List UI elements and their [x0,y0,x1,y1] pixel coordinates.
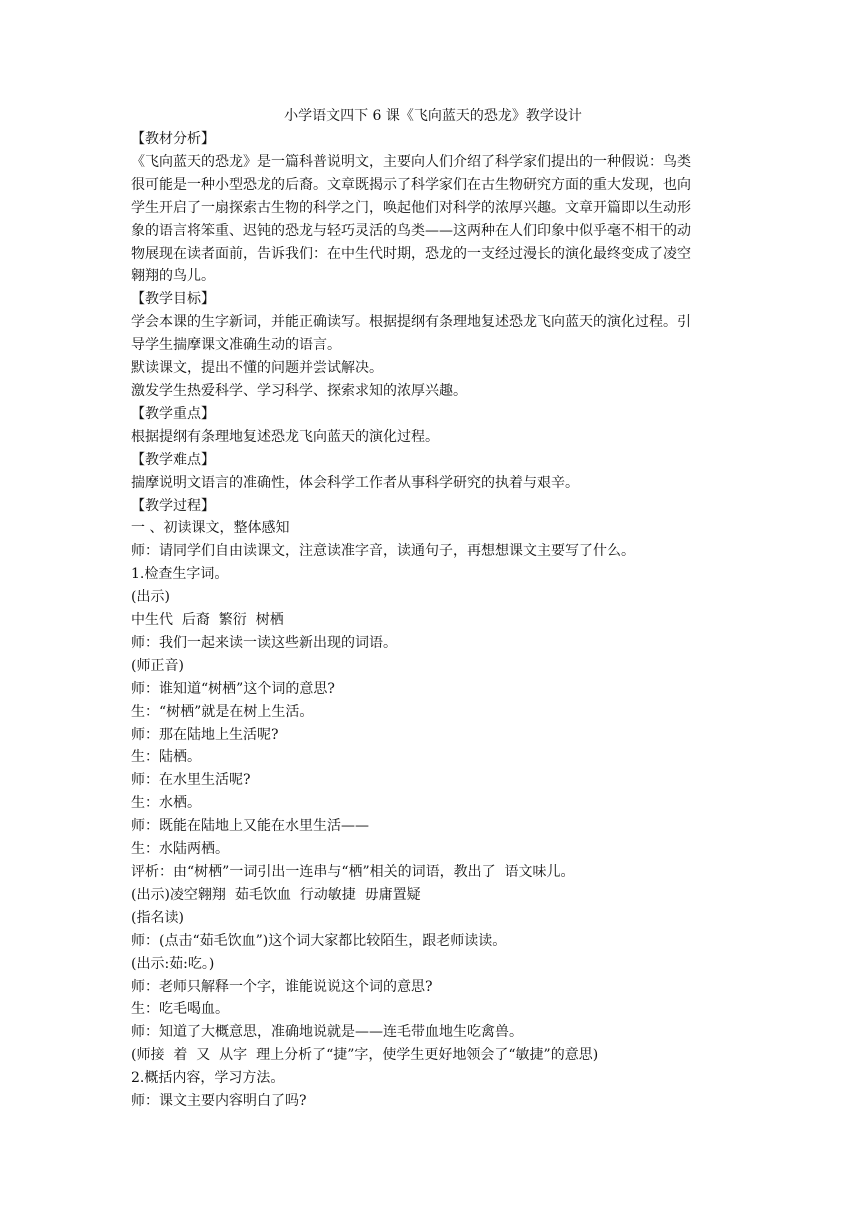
step-heading: 1.检查生字词。 [131,566,229,583]
dialogue-line: (出示:茹:吃。) [131,955,215,972]
paragraph-line: 物展现在读者面前，告诉我们：在中生代时期，恐龙的一支经过漫长的演化最终变成了凌空 [131,245,691,262]
section-heading-process: 【教学过程】 [131,497,215,514]
paragraph-line: 激发学生热爱科学、学习科学、探索求知的浓厚兴趣。 [131,382,467,399]
dialogue-line: 生：水栖。 [131,795,201,812]
step-heading: 2.概括内容，学习方法。 [131,1070,285,1087]
dialogue-line: 师：我们一起来读一读这些新出现的词语。 [131,634,397,651]
document-page [131,106,735,1113]
dialogue-line: 师：那在陆地上生活呢? [131,726,279,743]
dialogue-line: 师：课文主要内容明白了吗? [131,1093,307,1110]
section-heading-key-points: 【教学重点】 [131,405,215,422]
dialogue-line: 师：谁知道“树栖”这个词的意思? [131,680,335,697]
dialogue-line: 师：请同学们自由读课文，注意读准字音，读通句子，再想想课文主要写了什么。 [131,543,635,560]
document-title: 小学语文四下 6 课《飞向蓝天的恐龙》教学设计 [284,108,582,124]
dialogue-line: (出示) [131,589,170,606]
commentary-line: 评析：由“树栖”一词引出一连串与“栖”相关的词语，教出了 语文味儿。 [131,864,575,880]
dialogue-line: 师：既能在陆地上又能在水里生活—— [131,818,369,835]
dialogue-line: 师：在水里生活呢? [131,772,251,789]
vocabulary-line: (出示)凌空翱翔 茹毛饮血 行动敏捷 毋庸置疑 [131,886,421,903]
section-heading-difficulties: 【教学难点】 [131,451,215,468]
paragraph-line: 学生开启了一扇探索古生物的科学之门，唤起他们对科学的浓厚兴趣。文章开篇即以生动形 [131,199,691,216]
dialogue-line: (师接 着 又 从字 理上分析了“捷”字，使学生更好地领会了“敏捷”的意思) [131,1047,599,1064]
paragraph-line: 默读课文，提出不懂的问题并尝试解决。 [131,360,383,377]
dialogue-line: (指名读) [131,909,184,926]
paragraph-line: 象的语言将笨重、迟钝的恐龙与轻巧灵活的鸟类——这两种在人们印象中似乎毫不相干的动 [131,222,691,239]
vocabulary-line: 中生代 后裔 繁衍 树栖 [131,612,284,629]
section-heading-analysis: 【教材分析】 [131,131,215,147]
dialogue-line: 师：知道了大概意思，准确地说就是——连毛带血地生吃禽兽。 [131,1024,523,1041]
paragraph-line: 导学生揣摩课文准确生动的语言。 [131,337,341,354]
dialogue-line: 师：(点击“茹毛饮血”)这个词大家都比较陌生，跟老师读读。 [131,932,507,949]
paragraph-line: 很可能是一种小型恐龙的后裔。文章既揭示了科学家们在古生物研究方面的重大发现，也向 [131,176,691,193]
dialogue-line: 师：老师只解释一个字，谁能说说这个词的意思? [131,978,433,995]
paragraph-line: 学会本课的生字新词，并能正确读写。根据提纲有条理地复述恐龙飞向蓝天的演化过程。引 [131,314,691,331]
dialogue-line: 生：陆栖。 [131,749,201,766]
subsection-heading: 一 、初读课文，整体感知 [131,520,290,537]
paragraph-line: 揣摩说明文语言的准确性，体会科学工作者从事科学研究的执着与艰辛。 [131,474,579,491]
document-body [131,128,735,1113]
section-heading-goals: 【教学目标】 [131,291,215,308]
dialogue-line: 生：水陆两栖。 [131,841,229,858]
dialogue-line: 生：“树栖”就是在树上生活。 [131,703,314,720]
paragraph-line: 《飞向蓝天的恐龙》是一篇科普说明文，主要向人们介绍了科学家们提出的一种假说：鸟类 [131,153,691,170]
dialogue-line: 生：吃毛喝血。 [131,1001,229,1018]
paragraph-line: 翱翔的鸟儿。 [131,268,215,285]
paragraph-line: 根据提纲有条理地复述恐龙飞向蓝天的演化过程。 [131,428,439,445]
dialogue-line: (师正音) [131,657,184,674]
